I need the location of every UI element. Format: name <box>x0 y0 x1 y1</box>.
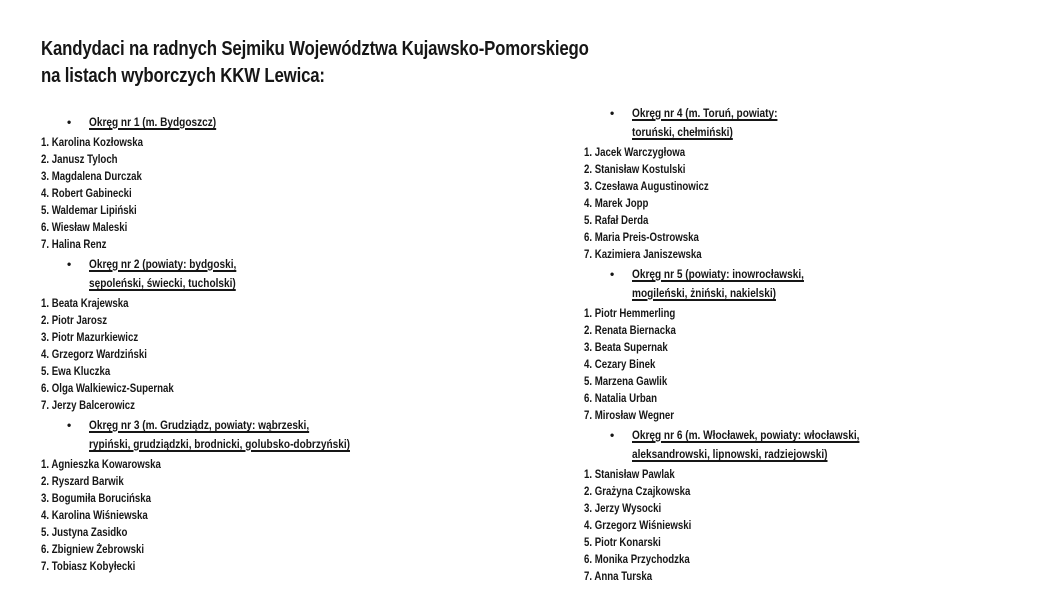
district-header <box>41 113 400 132</box>
bullet-icon: • <box>610 428 615 442</box>
candidate-name: 4. Cezary Binek <box>584 359 656 371</box>
column-right <box>584 103 903 586</box>
district-header <box>41 255 400 293</box>
candidate-item <box>41 525 400 542</box>
candidate-item <box>41 152 400 169</box>
candidate-item <box>584 196 903 213</box>
column-left <box>41 112 400 576</box>
candidate-item <box>584 213 903 230</box>
candidate-name: 5. Ewa Kluczka <box>41 366 111 378</box>
candidate-name: 4. Grzegorz Wiśniewski <box>584 520 692 532</box>
candidate-item <box>41 398 400 415</box>
page-title-line-2: na listach wyborczych KKW Lewica: <box>41 65 325 87</box>
candidate-name: 2. Ryszard Barwik <box>41 476 124 488</box>
bullet-icon: • <box>67 418 72 432</box>
candidate-name: 1. Beata Krajewska <box>41 298 129 310</box>
candidate-item <box>41 508 400 525</box>
district-title: Okręg nr 3 (m. Grudziądz, powiaty: wąbrzeski, <box>89 418 310 432</box>
candidate-item <box>584 323 903 340</box>
candidate-item <box>41 169 400 186</box>
candidate-item <box>584 162 903 179</box>
district-title: Okręg nr 5 (powiaty: inowrocławski, <box>632 267 804 281</box>
candidate-item <box>41 237 400 254</box>
candidate-name: 3. Piotr Mazurkiewicz <box>41 332 139 344</box>
candidate-name: 2. Renata Biernacka <box>584 325 676 337</box>
candidate-name: 4. Marek Jopp <box>584 198 649 210</box>
candidate-name: 3. Jerzy Wysocki <box>584 503 662 515</box>
candidate-name: 7. Halina Renz <box>41 239 107 251</box>
candidate-item <box>584 247 903 264</box>
candidate-item <box>41 186 400 203</box>
candidate-item <box>584 179 903 196</box>
candidate-item <box>41 457 400 474</box>
candidate-name: 3. Magdalena Durczak <box>41 171 142 183</box>
candidate-item <box>41 364 400 381</box>
candidate-name: 3. Beata Supernak <box>584 342 668 354</box>
candidate-item <box>41 203 400 220</box>
candidate-item <box>584 230 903 247</box>
candidate-name: 5. Justyna Zasidko <box>41 527 128 539</box>
candidate-item <box>584 518 903 535</box>
bullet-icon: • <box>610 267 615 281</box>
candidate-item <box>584 408 903 425</box>
candidate-name: 7. Jerzy Balcerowicz <box>41 400 135 412</box>
candidate-name: 5. Waldemar Lipiński <box>41 205 137 217</box>
candidate-name: 4. Karolina Wiśniewska <box>41 510 148 522</box>
candidate-item <box>584 467 903 484</box>
district-title: toruński, chełmiński) <box>632 125 733 139</box>
candidate-name: 6. Maria Preis-Ostrowska <box>584 232 699 244</box>
candidate-name: 5. Marzena Gawlik <box>584 376 668 388</box>
district-title: Okręg nr 1 (m. Bydgoszcz) <box>89 115 217 129</box>
candidate-name: 6. Olga Walkiewicz-Supernak <box>41 383 174 395</box>
page-title <box>41 36 693 90</box>
candidate-item <box>584 552 903 569</box>
candidate-item <box>41 135 400 152</box>
candidate-name: 7. Kazimiera Janiszewska <box>584 249 702 261</box>
candidate-item <box>584 340 903 357</box>
candidate-name: 7. Tobiasz Kobyłecki <box>41 561 136 573</box>
candidate-item <box>584 145 903 162</box>
candidate-item <box>41 313 400 330</box>
candidate-item <box>584 306 903 323</box>
candidate-name: 2. Janusz Tyloch <box>41 154 118 166</box>
candidate-name: 7. Anna Turska <box>584 571 653 583</box>
candidate-name: 1. Jacek Warczygłowa <box>584 147 686 159</box>
bullet-icon: • <box>610 106 615 120</box>
district-title: aleksandrowski, lipnowski, radziejowski) <box>632 447 828 461</box>
candidate-name: 5. Rafał Derda <box>584 215 649 227</box>
candidate-item <box>41 381 400 398</box>
candidate-item <box>41 296 400 313</box>
district-header <box>584 104 903 142</box>
district-title: Okręg nr 2 (powiaty: bydgoski, <box>89 257 237 271</box>
candidate-name: 6. Wiesław Maleski <box>41 222 128 234</box>
candidate-name: 3. Bogumiła Borucińska <box>41 493 152 505</box>
candidate-item <box>41 491 400 508</box>
candidate-item <box>41 330 400 347</box>
candidate-item <box>584 484 903 501</box>
candidate-item <box>41 220 400 237</box>
candidate-name: 1. Agnieszka Kowarowska <box>41 459 161 471</box>
candidate-name: 1. Stanisław Pawlak <box>584 469 675 481</box>
candidate-name: 7. Mirosław Wegner <box>584 410 675 422</box>
candidate-name: 2. Stanisław Kostulski <box>584 164 686 176</box>
candidate-name: 4. Robert Gabinecki <box>41 188 132 200</box>
district-header <box>584 265 903 303</box>
candidate-name: 1. Piotr Hemmerling <box>584 308 676 320</box>
candidate-name: 6. Monika Przychodzka <box>584 554 690 566</box>
candidate-item <box>41 474 400 491</box>
district-title: mogileński, żniński, nakielski) <box>632 286 776 300</box>
candidate-name: 3. Czesława Augustinowicz <box>584 181 709 193</box>
candidate-item <box>584 535 903 552</box>
bullet-icon: • <box>67 115 72 129</box>
district-title: rypiński, grudziądzki, brodnicki, golubsko-dobrzyński) <box>89 437 351 451</box>
district-header <box>41 416 400 454</box>
district-header <box>584 426 903 464</box>
district-title: Okręg nr 4 (m. Toruń, powiaty: <box>632 106 778 120</box>
candidate-name: 2. Piotr Jarosz <box>41 315 108 327</box>
candidate-name: 6. Zbigniew Żebrowski <box>41 544 145 556</box>
bullet-icon: • <box>67 257 72 271</box>
candidate-item <box>584 569 903 586</box>
candidate-item <box>584 374 903 391</box>
candidate-item <box>41 347 400 364</box>
candidate-name: 1. Karolina Kozłowska <box>41 137 144 149</box>
candidate-name: 2. Grażyna Czajkowska <box>584 486 691 498</box>
candidate-name: 5. Piotr Konarski <box>584 537 661 549</box>
district-title: sępoleński, świecki, tucholski) <box>89 276 236 290</box>
candidate-item <box>584 357 903 374</box>
candidate-name: 4. Grzegorz Wardziński <box>41 349 147 361</box>
candidate-item <box>41 559 400 576</box>
candidate-item <box>584 501 903 518</box>
candidate-item <box>584 391 903 408</box>
page-title-line-1: Kandydaci na radnych Sejmiku Województwa Kujawsko-Pomorskiego <box>41 38 589 60</box>
district-title: Okręg nr 6 (m. Włocławek, powiaty: włocławski, <box>632 428 860 442</box>
candidate-item <box>41 542 400 559</box>
candidate-name: 6. Natalia Urban <box>584 393 658 405</box>
